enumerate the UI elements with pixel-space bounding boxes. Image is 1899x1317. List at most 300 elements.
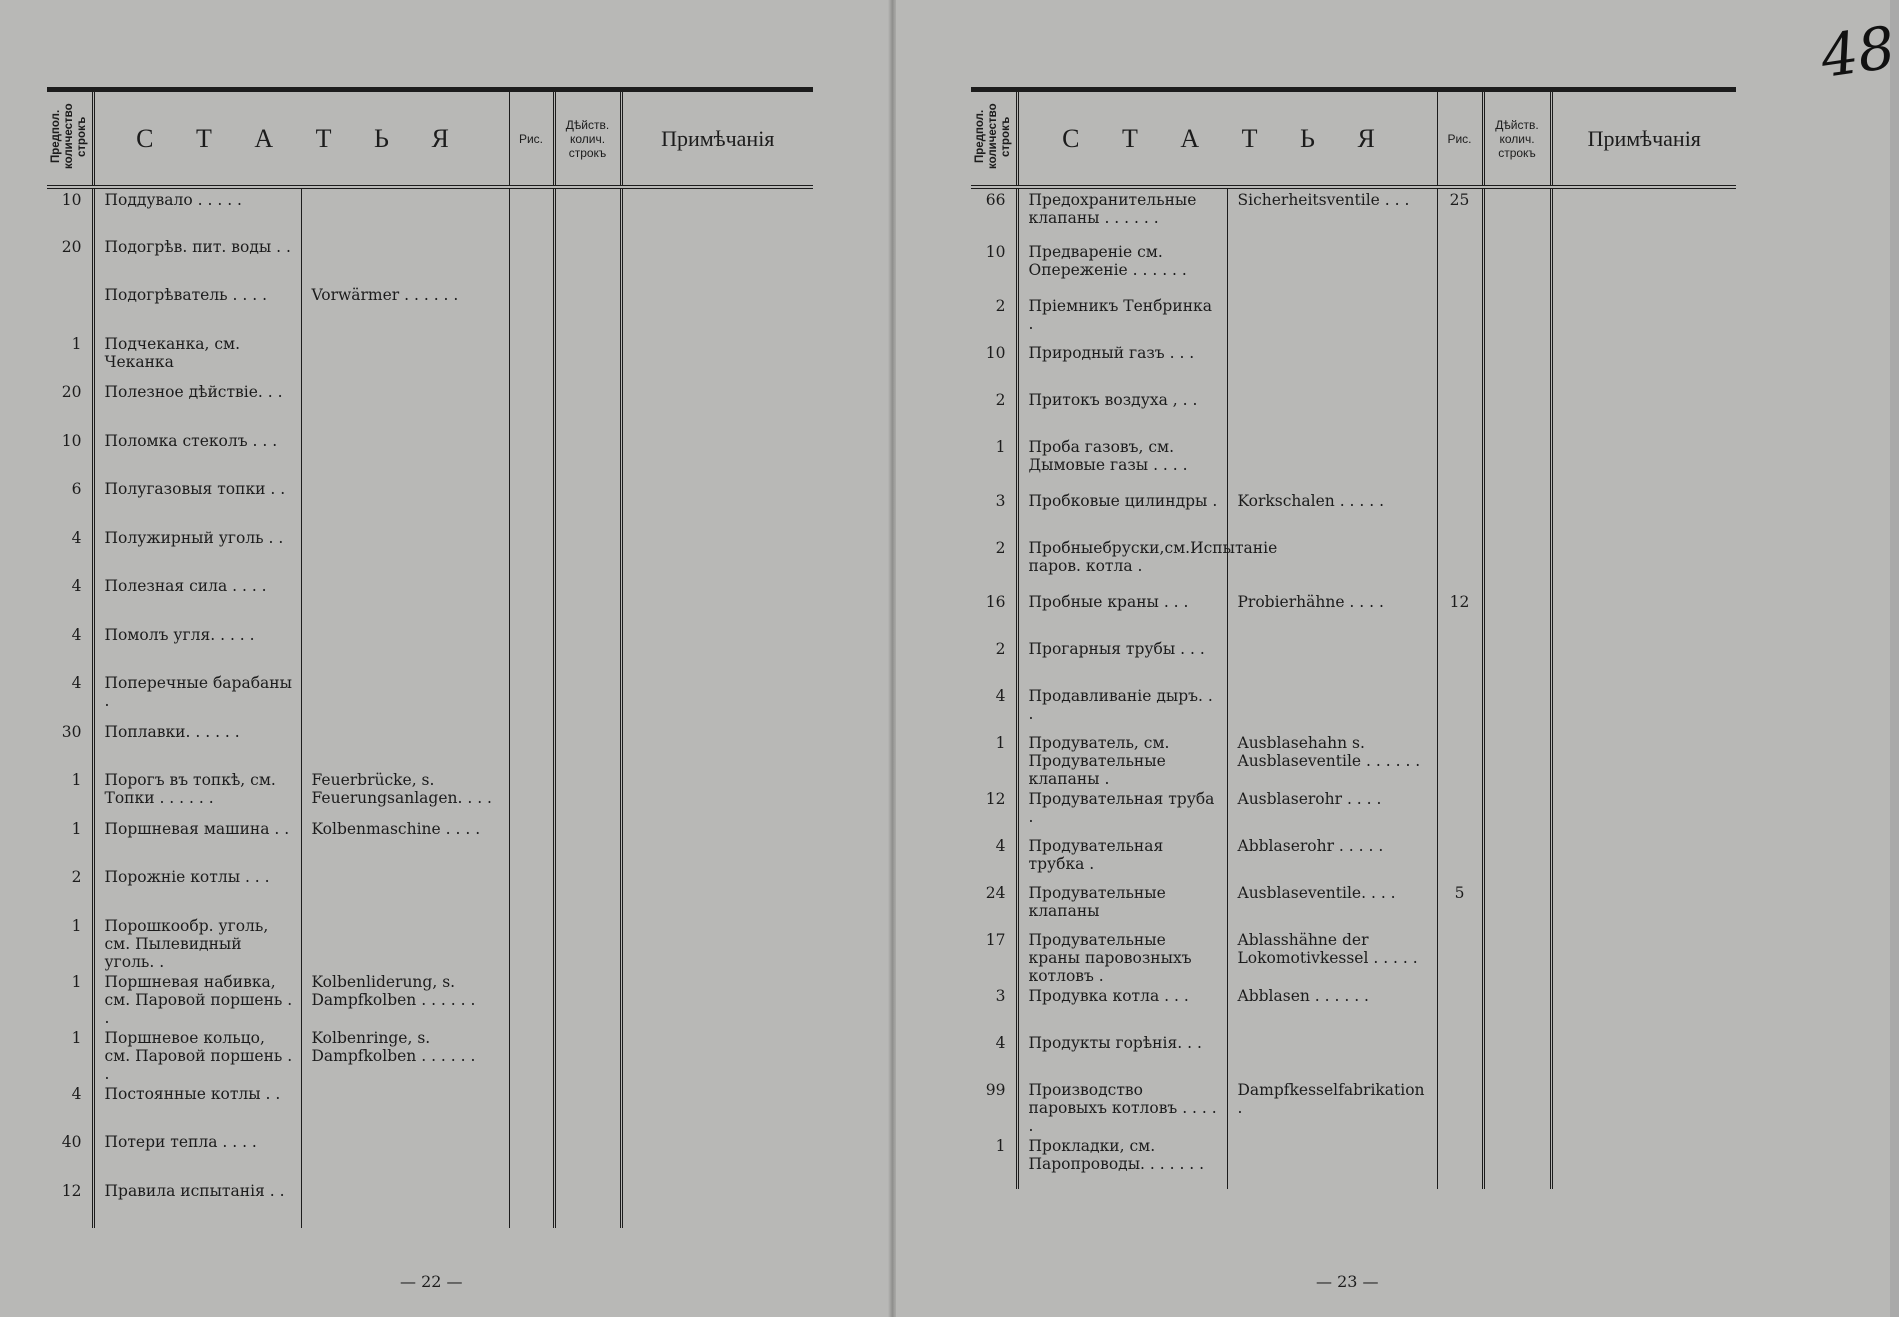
entry-figure [1437,1079,1483,1135]
entry-term: Потери тепла . . . . [93,1131,301,1180]
entry-figure [509,187,554,236]
entry-actual-count [554,672,621,721]
right-ledger-table [971,87,1736,1189]
table-row [971,1135,1736,1189]
table-row [47,866,813,915]
page-number: — 23 — [1316,1272,1379,1291]
table-row [47,575,813,624]
entry-figure [509,971,554,1027]
table-row [47,284,813,333]
entry-count: 4 [995,1034,1006,1052]
entry-figure [1437,342,1483,389]
entry-term: Поршневое кольцо, см. Паровой поршень . . [93,1027,301,1083]
entry-count: 10 [985,344,1006,362]
entry-actual-count [1483,1079,1551,1135]
header-fig: Рис. [1437,90,1483,188]
entry-figure [509,672,554,721]
entry-german: Feuerbrücke, s. Feuerungsanlagen. . . . [301,769,509,818]
entry-figure [509,721,554,770]
entry-notes [621,430,813,479]
entry-actual-count [554,430,621,479]
entry-count: 3 [995,492,1006,510]
header-notes: Примѣчанія [1551,90,1736,188]
table-row [47,381,813,430]
entry-notes [1551,295,1736,342]
entry-german [1227,295,1437,342]
entry-figure [509,866,554,915]
entry-notes [1551,490,1736,537]
entry-term: Поперечные барабаны . [93,672,301,721]
entry-count: 20 [61,383,82,401]
entry-notes [621,721,813,770]
entry-count: 24 [985,884,1006,902]
entry-notes [1551,985,1736,1032]
right-page [896,0,1899,1317]
table-row [47,769,813,818]
entry-german [301,1180,509,1229]
table-row [971,389,1736,436]
entry-actual-count [1483,537,1551,591]
entry-figure [1437,985,1483,1032]
entry-term: Производство паровыхъ котловъ . . . . . [1017,1079,1227,1135]
entry-actual-count [554,1083,621,1132]
entry-figure [1437,1135,1483,1189]
entry-term: Продувательная труба . [1017,788,1227,835]
entry-notes [1551,638,1736,685]
entry-count: 16 [985,593,1006,611]
entry-count: 10 [61,431,82,450]
entry-german [1227,342,1437,389]
table-row [47,1131,813,1180]
entry-figure [1437,638,1483,685]
entry-count: 4 [71,528,82,547]
entry-german: Korkschalen . . . . . [1227,490,1437,537]
entry-actual-count [1483,1032,1551,1079]
entry-count: 6 [71,480,82,498]
table-row [971,342,1736,389]
entry-actual-count [1483,241,1551,295]
entry-figure: 12 [1437,591,1483,638]
entry-notes [621,971,813,1027]
table-row [971,788,1736,835]
entry-notes [1551,342,1736,389]
entry-german [301,430,509,479]
entry-actual-count [554,721,621,770]
entry-figure [509,236,554,285]
header-title: С Т А Т Ь Я [93,90,509,188]
page-number: — 22 — [400,1272,463,1291]
entry-actual-count [1483,389,1551,436]
entry-notes [621,187,813,236]
header-count: Предпол. количество строкъ [47,90,93,188]
entry-actual-count [1483,882,1551,929]
table-row [971,638,1736,685]
entry-actual-count [1483,985,1551,1032]
entry-count: 10 [61,191,82,209]
table-row [47,1083,813,1132]
entry-count: 1 [71,916,82,935]
entry-notes [1551,241,1736,295]
entry-actual-count [1483,1135,1551,1189]
table-row [47,672,813,721]
entry-figure [1437,389,1483,436]
entry-german [301,236,509,285]
entry-count: 1 [995,734,1006,752]
entry-german: Probierhähne . . . . [1227,591,1437,638]
table-row [971,295,1736,342]
entry-actual-count [554,624,621,673]
entry-german [301,187,509,236]
entry-term: Продавливаніе дыръ. . . [1017,685,1227,732]
entry-count: 1 [995,1137,1006,1155]
entry-notes [621,527,813,576]
entry-actual-count [554,866,621,915]
entry-notes [621,866,813,915]
entry-term: Полезная сила . . . . [93,575,301,624]
entry-count: 2 [995,297,1006,315]
table-row [971,732,1736,788]
entry-actual-count [554,1180,621,1229]
entry-term: Пробковые цилиндры . [1017,490,1227,537]
entry-notes [1551,389,1736,436]
entry-count: 2 [71,868,82,886]
entry-german: Ablasshähne der Lokomotivkessel . . . . . [1227,929,1437,985]
entry-count: 2 [995,640,1006,658]
table-row [971,241,1736,295]
entry-figure [1437,537,1483,591]
entry-count: 20 [61,237,82,256]
entry-german: Ausblaserohr . . . . [1227,788,1437,835]
table-row [47,236,813,285]
entry-notes [621,333,813,382]
entry-notes [1551,732,1736,788]
entry-term: Правила испытанія . . [93,1180,301,1229]
entry-german: Kolbenmaschine . . . . [301,818,509,867]
entry-term: Притокъ воздуха , . . [1017,389,1227,436]
entry-term: Природный газъ . . . [1017,342,1227,389]
entry-figure [1437,295,1483,342]
entry-figure [1437,788,1483,835]
entry-german [301,527,509,576]
entry-actual-count [1483,187,1551,241]
entry-count: 30 [61,722,82,741]
entry-figure [509,624,554,673]
table-row [47,915,813,971]
table-row [971,1032,1736,1079]
entry-german: Sicherheitsventile . . . [1227,187,1437,241]
table-row [47,624,813,673]
entry-figure [509,284,554,333]
entry-count: 4 [995,837,1006,855]
entry-term: Предохранительные клапаны . . . . . . [1017,187,1227,241]
entry-actual-count [554,915,621,971]
entry-notes [621,236,813,285]
entry-notes [1551,685,1736,732]
entry-count: 1 [71,771,82,789]
entry-notes [1551,882,1736,929]
entry-figure [509,527,554,576]
entry-count: 1 [71,819,82,838]
table-row [47,527,813,576]
entry-notes [1551,1079,1736,1135]
entry-german [1227,1032,1437,1079]
entry-term: Продувка котла . . . [1017,985,1227,1032]
entry-term: Полезное дѣйствіе. . . [93,381,301,430]
entry-actual-count [554,1131,621,1180]
entry-german [1227,638,1437,685]
entry-actual-count [554,187,621,236]
entry-notes [621,1027,813,1083]
entry-german [1227,685,1437,732]
entry-count: 2 [995,391,1006,409]
entry-figure [1437,685,1483,732]
entry-figure [1437,490,1483,537]
entry-term: Продуватель, см. Продувательные клапаны . [1017,732,1227,788]
entry-term: Постоянные котлы . . [93,1083,301,1132]
entry-notes [1551,1135,1736,1189]
header-title: С Т А Т Ь Я [1017,90,1437,188]
entry-count: 3 [995,987,1006,1005]
left-page [0,0,892,1317]
header-count: Предпол. количество строкъ [971,90,1017,188]
entry-german: Kolbenliderung, s. Dampfkolben . . . . . . [301,971,509,1027]
entry-german: Abblasen . . . . . . [1227,985,1437,1032]
entry-term: Помолъ угля. . . . . [93,624,301,673]
entry-actual-count [1483,295,1551,342]
entry-term: Продукты горѣнія. . . [1017,1032,1227,1079]
entry-german [301,478,509,527]
header-fig: Рис. [509,90,554,188]
entry-actual-count [554,818,621,867]
header-notes: Примѣчанія [621,90,813,188]
entry-actual-count [1483,685,1551,732]
table-row [971,685,1736,732]
table-row [47,818,813,867]
entry-notes [1551,436,1736,490]
entry-actual-count [554,769,621,818]
entry-term: Проба газовъ, см. Дымовые газы . . . . [1017,436,1227,490]
entry-notes [1551,1032,1736,1079]
entry-actual-count [554,236,621,285]
entry-term: Предвареніе см. Опереженіе . . . . . . [1017,241,1227,295]
entry-german: Ausblaseventile. . . . [1227,882,1437,929]
entry-notes [1551,929,1736,985]
entry-notes [621,1083,813,1132]
entry-german [301,721,509,770]
left-rows [47,187,813,1228]
entry-german [301,333,509,382]
entry-actual-count [1483,788,1551,835]
entry-count: 4 [995,687,1006,705]
entry-notes [1551,835,1736,882]
handwritten-page-number: 48 [1816,13,1899,91]
entry-notes [621,915,813,971]
entry-term: Полужирный уголь . . [93,527,301,576]
entry-figure: 5 [1437,882,1483,929]
entry-actual-count [1483,591,1551,638]
right-header-row [971,90,1736,188]
entry-notes [621,1131,813,1180]
entry-figure [509,818,554,867]
entry-figure [1437,436,1483,490]
entry-term: Пробные краны . . . [1017,591,1227,638]
entry-german [301,624,509,673]
entry-german [301,915,509,971]
entry-notes [621,478,813,527]
entry-actual-count [554,333,621,382]
entry-count: 12 [985,790,1006,808]
entry-term: Прокладки, см. Паропроводы. . . . . . . [1017,1135,1227,1189]
header-actual: Дѣйств. колич. строкъ [1483,90,1551,188]
entry-term: Продувательные краны паровозныхъ котловъ . [1017,929,1227,985]
entry-term: Продувательные клапаны [1017,882,1227,929]
entry-count: 17 [985,931,1006,949]
table-row [47,333,813,382]
entry-term: Прогарныя трубы . . . [1017,638,1227,685]
entry-actual-count [1483,638,1551,685]
entry-term: Поршневая набивка, см. Паровой поршень . . [93,971,301,1027]
entry-figure [509,769,554,818]
table-row [971,835,1736,882]
entry-term: Порогъ въ топкѣ, см. Топки . . . . . . [93,769,301,818]
entry-figure [509,1027,554,1083]
entry-actual-count [554,575,621,624]
entry-count: 10 [985,243,1006,261]
entry-actual-count [554,971,621,1027]
entry-term: Подогрѣв. пит. воды . . [93,236,301,285]
entry-term: Пріемникъ Тенбринка . [1017,295,1227,342]
table-row [971,187,1736,241]
entry-figure [509,478,554,527]
entry-notes [621,1180,813,1229]
table-row [47,721,813,770]
entry-figure: 25 [1437,187,1483,241]
entry-term: Продувательная трубка . [1017,835,1227,882]
entry-german [301,866,509,915]
entry-figure [509,915,554,971]
entry-german [1227,241,1437,295]
entry-figure [1437,835,1483,882]
entry-german: Vorwärmer . . . . . . [301,284,509,333]
entry-term: Поддувало . . . . . [93,187,301,236]
table-row [971,985,1736,1032]
entry-figure [1437,241,1483,295]
header-actual: Дѣйств. колич. строкъ [554,90,621,188]
entry-german: Ausblasehahn s. Ausblaseventile . . . . . . [1227,732,1437,788]
entry-term: Поплавки. . . . . . [93,721,301,770]
entry-count: 1 [71,1028,82,1047]
entry-figure [509,430,554,479]
entry-count: 4 [71,1084,82,1103]
entry-notes [621,818,813,867]
entry-term: Поломка стеколъ . . . [93,430,301,479]
table-row [47,187,813,236]
entry-notes [621,381,813,430]
entry-german [301,672,509,721]
left-ledger-table [47,87,813,1228]
entry-german [301,1083,509,1132]
entry-term: Подогрѣватель . . . . [93,284,301,333]
entry-count [47,284,93,333]
entry-notes [1551,537,1736,591]
right-rows [971,187,1736,1189]
entry-count: 1 [71,972,82,991]
entry-figure [509,1083,554,1132]
entry-notes [1551,591,1736,638]
entry-actual-count [554,478,621,527]
entry-term: Порожніе котлы . . . [93,866,301,915]
entry-figure [1437,732,1483,788]
table-row [971,882,1736,929]
entry-notes [621,624,813,673]
entry-german [301,575,509,624]
entry-actual-count [1483,929,1551,985]
entry-actual-count [554,381,621,430]
table-row [971,436,1736,490]
entry-actual-count [1483,732,1551,788]
entry-count: 66 [985,191,1006,209]
entry-figure [509,1180,554,1229]
table-row [971,1079,1736,1135]
entry-german [301,381,509,430]
entry-figure [1437,929,1483,985]
table-row [47,1180,813,1229]
entry-count: 4 [71,577,82,595]
entry-notes [1551,788,1736,835]
entry-german [301,1131,509,1180]
entry-actual-count [1483,436,1551,490]
entry-figure [509,333,554,382]
table-row [47,1027,813,1083]
entry-german: Dampfkesselfabrikation . [1227,1079,1437,1135]
table-row [971,537,1736,591]
entry-notes [621,769,813,818]
entry-figure [1437,1032,1483,1079]
entry-count: 4 [71,625,82,644]
entry-count: 40 [61,1133,82,1151]
entry-german [1227,389,1437,436]
entry-german: Kolbenringe, s. Dampfkolben . . . . . . [301,1027,509,1083]
entry-figure [509,1131,554,1180]
entry-figure [509,381,554,430]
entry-count: 12 [61,1181,82,1200]
table-row [47,478,813,527]
entry-term: Порошкообр. уголь, см. Пылевидный уголь. . [93,915,301,971]
entry-count: 1 [995,438,1006,456]
left-header-row [47,90,813,188]
table-row [47,971,813,1027]
table-row [47,430,813,479]
entry-notes [1551,187,1736,241]
table-row [971,490,1736,537]
entry-term: Пробныебруски,см.Испытаніе паров. котла . [1017,537,1227,591]
entry-figure [509,575,554,624]
entry-notes [621,672,813,721]
entry-actual-count [554,1027,621,1083]
entry-count: 4 [71,674,82,692]
entry-count: 1 [71,334,82,353]
entry-german [1227,1135,1437,1189]
entry-term: Поршневая машина . . [93,818,301,867]
entry-german: Abblaserohr . . . . . [1227,835,1437,882]
entry-term: Подчеканка, см. Чеканка [93,333,301,382]
entry-count: 2 [995,539,1006,557]
entry-notes [621,284,813,333]
entry-actual-count [554,284,621,333]
table-row [971,591,1736,638]
table-row [971,929,1736,985]
entry-actual-count [1483,835,1551,882]
